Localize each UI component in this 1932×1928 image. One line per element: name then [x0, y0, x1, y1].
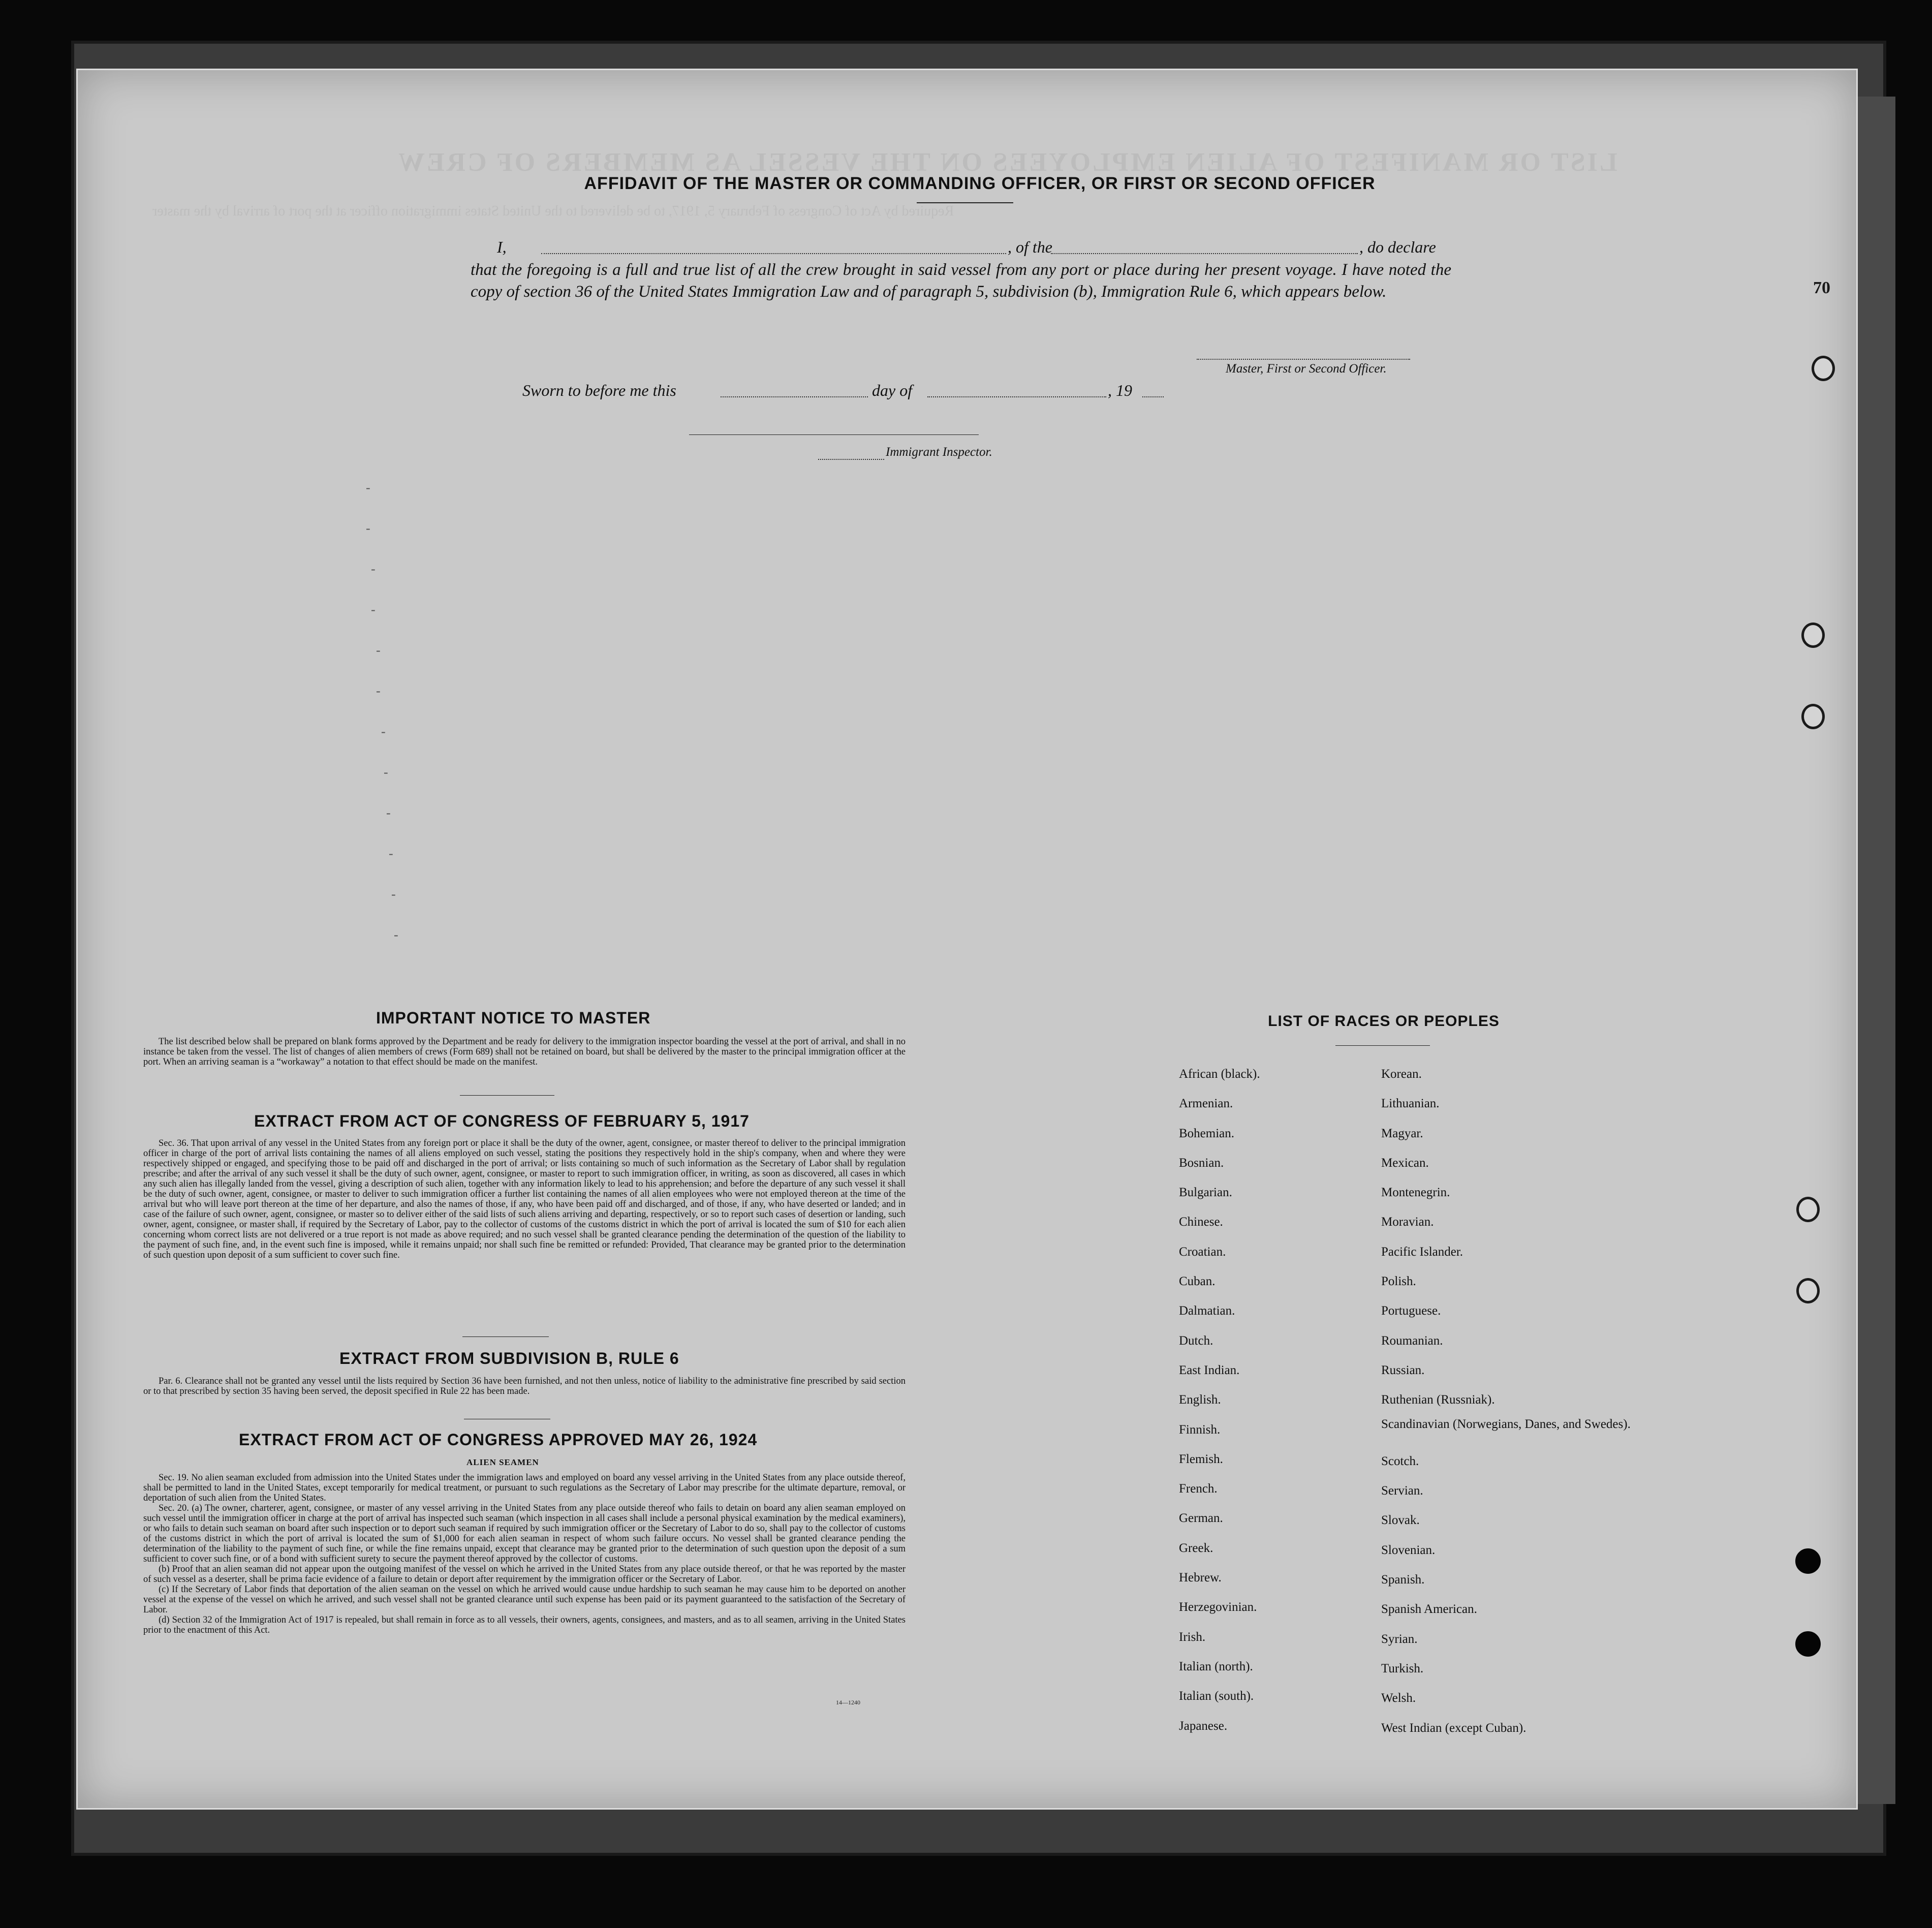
divider — [462, 1336, 549, 1337]
races-right-column — [1381, 1060, 1631, 1743]
race-item: Pacific Islander. — [1381, 1245, 1463, 1259]
race-item: Dalmatian. — [1179, 1304, 1235, 1318]
extract-1924-paragraph: (b) Proof that an alien seaman did not appear upon the outgoing manifest of the vessel on which he arrived in the United States from any place outside thereof, or that he was reported by the master of such vessel as a deserter, shall be prima facie evidence of a failure to detain or deport after requirement by the immigration officer or the Secretary of Labor. — [143, 1564, 906, 1584]
row-mark: - — [389, 846, 393, 861]
race-item: Bulgarian. — [1179, 1186, 1232, 1200]
race-item: Spanish American. — [1381, 1602, 1477, 1616]
binder-hole-icon — [1812, 356, 1835, 381]
divider — [460, 1095, 554, 1096]
affidavit-title: AFFIDAVIT OF THE MASTER OR COMMANDING OFFICER, OR FIRST OR SECOND OFFICER — [584, 174, 1376, 193]
form-code: 14—1240 — [836, 1699, 860, 1706]
sworn-month-field[interactable] — [927, 396, 1106, 397]
inspector-label: Immigrant Inspector. — [886, 445, 992, 459]
races-left-column — [1179, 1060, 1260, 1741]
i-label: I, — [497, 238, 507, 256]
sworn-day-field[interactable] — [721, 396, 868, 397]
extract-rule6-paragraph: Par. 6. Clearance shall not be granted any vessel until the lists required by Section 36 have been furnished, and not then unless, notice of liability to the administrative fine prescribed by said section or to that prescribed by section 35 having been served, the deposit specified in Rule 22 has been made. — [143, 1376, 906, 1396]
race-item: Italian (south). — [1179, 1689, 1254, 1703]
signature-line[interactable] — [1197, 359, 1410, 360]
race-item: French. — [1179, 1482, 1218, 1496]
race-item: Russian. — [1381, 1363, 1425, 1377]
show-through-text: LIST OR MANIFEST OF ALIEN EMPLOYEES ON THE VESSEL AS MEMBERS OF CREW — [396, 148, 1617, 177]
binder-hole-icon — [1796, 1197, 1820, 1222]
year-label: , 19 — [1108, 381, 1132, 399]
race-item: Chinese. — [1179, 1215, 1223, 1229]
of-the-label: , of the — [1008, 238, 1052, 256]
extract-1924-title: EXTRACT FROM ACT OF CONGRESS APPROVED MAY 26, 1924 — [239, 1431, 758, 1449]
race-item: Irish. — [1179, 1630, 1206, 1644]
race-item: Spanish. — [1381, 1573, 1425, 1587]
race-item: Scandinavian (Norwegians, Danes, and Swedes). — [1381, 1417, 1631, 1431]
row-mark: - — [376, 643, 381, 658]
extract-1924-paragraph: Sec. 20. (a) The owner, charterer, agent, consignee, or master of any vessel arriving in the United States from any place outside thereof who fails to detain on board any alien seaman employed on such vessel until the immigration officer in charge at the port of arrival has inspected such seaman (which inspection in all cases shall include a personal physical examination by the medical examiners), or who fails to detain such seaman on board after such inspection or to deport such seaman if required by such immigration officer or the Secretary of Labor to do so, shall pay to the collector of customs of the customs district in which the port of arrival is located the sum of $1,000 for each alien seaman in respect of whom such failure occurs. No vessel shall be granted clearance pending the determination of the liability to the payment of such fine, or while the fine remains unpaid, except that clearance may be granted prior to the determination of such question upon the deposit of a sum sufficient to cover such fine, or of a bond with sufficient surety to secure the payment thereof approved by the collector of customs. — [143, 1503, 906, 1564]
binder-hole-icon — [1801, 704, 1825, 729]
vessel-field[interactable] — [1051, 253, 1358, 254]
row-mark: - — [386, 805, 391, 820]
race-item: Bohemian. — [1179, 1126, 1235, 1140]
race-item: Turkish. — [1381, 1661, 1424, 1675]
race-item: Korean. — [1381, 1067, 1422, 1081]
race-item: Servian. — [1381, 1484, 1423, 1498]
extract-1917-paragraph: Sec. 36. That upon arrival of any vessel in the United States from any foreign port or place it shall be the duty of the owner, agent, consignee, or master thereof to deliver to the principal immigration officer in charge of the port of arrival lists containing the names of all aliens employed on such vessel, stating the positions they respectively hold in the ship's company, when and where they were respectively shipped or engaged, and specifying those to be paid off and discharged in the port of arrival; or lists containing so much of such information as the Secretary of Labor shall by regulation prescribe; and after the arrival of any such vessel it shall be the duty of such owner, agent, consignee, or master to report to such immigration officer, in writing, as soon as discovered, all cases in which any such alien has illegally landed from the vessel, giving a description of such alien, together with any information likely to lead to his apprehension; and before the departure of any such vessel it shall be the duty of such owner, agent, consignee, or master to deliver to such immigration officer a further list containing the names of all alien employees who were not employed thereon at the time of the arrival but who will leave port thereon at the time of her departure, and also the names of those, if any, who have been paid off and discharged, and of those, if any, who have deserted or landed; and in case of the failure of such owner, agent, consignee, or master so to deliver either of the said lists of such aliens arriving and departing, respectively, or so to report such cases of desertion or landing, such owner, agent, consignee, or master shall, if required by the Secretary of Labor, pay to the collector of customs of the customs district in which the port of arrival is located the sum of $10 for each alien concerning whom correct lists are not delivered or a true report is not made as above required; and no such vessel shall be granted clearance pending the determination of the question of the liability to the payment of such fine, and, in the event such fine is imposed, while it remains unpaid; nor shall such fine be remitted or refunded: Provided, That clearance may be granted prior to the determination of such question upon deposit of a sum sufficient to cover such fine. — [143, 1138, 906, 1260]
sworn-year-field[interactable] — [1142, 396, 1164, 397]
race-item: Mexican. — [1381, 1156, 1429, 1170]
race-item: Italian (north). — [1179, 1659, 1253, 1673]
binder-hole-icon — [1801, 623, 1825, 648]
row-mark: - — [366, 480, 370, 495]
race-item: Roumanian. — [1381, 1333, 1443, 1348]
race-item: Bosnian. — [1179, 1156, 1224, 1170]
race-item: Syrian. — [1381, 1632, 1418, 1646]
extract-1917-title: EXTRACT FROM ACT OF CONGRESS OF FEBRUARY 5, 1917 — [254, 1112, 750, 1130]
binder-hole-icon — [1795, 1631, 1821, 1657]
affidavit-statement: that the foregoing is a full and true list of all the crew brought in said vessel from any port or place during her present voyage. I have noted the copy of section 36 of the United States Immigration Law and of paragraph 5, subdivision (b), Immigration Rule 6, which appears below. — [471, 261, 1451, 301]
race-item: Armenian. — [1179, 1097, 1233, 1111]
race-item: German. — [1179, 1511, 1223, 1526]
extract-rule6-title: EXTRACT FROM SUBDIVISION B, RULE 6 — [339, 1349, 679, 1367]
row-mark: - — [366, 521, 370, 536]
race-item: West Indian (except Cuban). — [1381, 1721, 1526, 1735]
sworn-label: Sworn to before me this — [522, 381, 676, 399]
name-field[interactable] — [541, 253, 1006, 254]
extract-1924-paragraph: (c) If the Secretary of Labor finds that deportation of the alien seaman on the vessel on which he arrived would cause undue hardship to such seaman he may cause him to be deported on another vessel at the expense of the vessel on which he arrived, and such vessel shall not be granted clearance until such expense has been paid or its payment guaranteed to the satisfaction of the Secretary of Labor. — [143, 1584, 906, 1615]
row-mark: - — [391, 887, 396, 901]
race-item: Cuban. — [1179, 1274, 1216, 1289]
race-item: Hebrew. — [1179, 1571, 1222, 1585]
margin-number: 70 — [1813, 278, 1830, 297]
binder-hole-icon — [1795, 1548, 1821, 1574]
race-item: Montenegrin. — [1381, 1186, 1450, 1200]
divider — [689, 434, 979, 435]
race-item: African (black). — [1179, 1067, 1260, 1081]
show-through-text: Required by Act of Congress of February 5, 1917, to be delivered to the United States immigration officer at the port of arrival by the master — [152, 203, 954, 219]
extract-rule6-text — [143, 1376, 906, 1396]
race-item: Croatian. — [1179, 1245, 1226, 1259]
row-mark: - — [371, 562, 376, 576]
race-item: Slovenian. — [1381, 1543, 1436, 1557]
extract-1924-paragraph: Sec. 19. No alien seaman excluded from admission into the United States under the immigration laws and employed on board any vessel arriving in the United States from any place outside thereof, shall be permitted to land in the United States, except temporarily for medical treatment, or pursuant to such regulations as the Secretary of Labor may prescribe for the ultimate departure, removal, or deportation of such alien from the United States. — [143, 1473, 906, 1503]
row-mark: - — [394, 927, 398, 942]
row-mark: - — [384, 765, 388, 780]
race-item: Japanese. — [1179, 1719, 1228, 1733]
signature-label: Master, First or Second Officer. — [1226, 362, 1387, 376]
notice-paragraph: The list described below shall be prepared on blank forms approved by the Department and be ready for delivery to the immigration inspector boarding the vessel at the port of arrival, and shall in no instance be taken from the vessel. The list of changes of alien members of crews (Form 689) shall not be retained on board, but shall be delivered by the master to the principal immigration officer at the port. When an arriving seaman is a “workaway” a notation to that effect should be made on the manifest. — [143, 1037, 906, 1067]
notice-text — [143, 1037, 906, 1067]
race-item: Polish. — [1381, 1274, 1416, 1289]
row-mark: - — [381, 724, 386, 739]
race-item: Magyar. — [1381, 1126, 1423, 1140]
binder-hole-icon — [1796, 1278, 1820, 1303]
row-mark: - — [376, 683, 381, 698]
extract-1924-text — [143, 1473, 906, 1635]
race-item: Moravian. — [1381, 1215, 1434, 1229]
divider — [1335, 1045, 1430, 1046]
alien-seamen-subtitle: ALIEN SEAMEN — [466, 1457, 539, 1467]
races-title: LIST OF RACES OR PEOPLES — [1268, 1013, 1500, 1030]
race-item: Herzegovinian. — [1179, 1600, 1257, 1614]
race-item: Portuguese. — [1381, 1304, 1441, 1318]
race-item: Slovak. — [1381, 1513, 1420, 1528]
do-declare-label: , do declare — [1359, 238, 1436, 256]
extract-1924-paragraph: (d) Section 32 of the Immigration Act of 1917 is repealed, but shall remain in force as to all vessels, their owners, agents, consignees, and masters, and as to all seamen, arriving in the United States prior to the enactment of this Act. — [143, 1615, 906, 1635]
race-item: Greek. — [1179, 1541, 1213, 1555]
extract-1917-text — [143, 1138, 906, 1260]
race-item: Scotch. — [1381, 1454, 1419, 1468]
divider — [917, 202, 1013, 203]
day-of-label: day of — [872, 381, 913, 399]
race-item: Lithuanian. — [1381, 1097, 1440, 1111]
race-item: Ruthenian (Russniak). — [1381, 1393, 1495, 1407]
notice-title: IMPORTANT NOTICE TO MASTER — [376, 1009, 651, 1027]
race-item: East Indian. — [1179, 1363, 1240, 1377]
race-item: Welsh. — [1381, 1691, 1416, 1705]
race-item: Finnish. — [1179, 1422, 1221, 1437]
inspector-signature-line[interactable] — [818, 459, 884, 460]
race-item: Dutch. — [1179, 1333, 1213, 1348]
race-item: Flemish. — [1179, 1452, 1223, 1466]
race-item: English. — [1179, 1393, 1221, 1407]
row-mark: - — [371, 602, 376, 617]
